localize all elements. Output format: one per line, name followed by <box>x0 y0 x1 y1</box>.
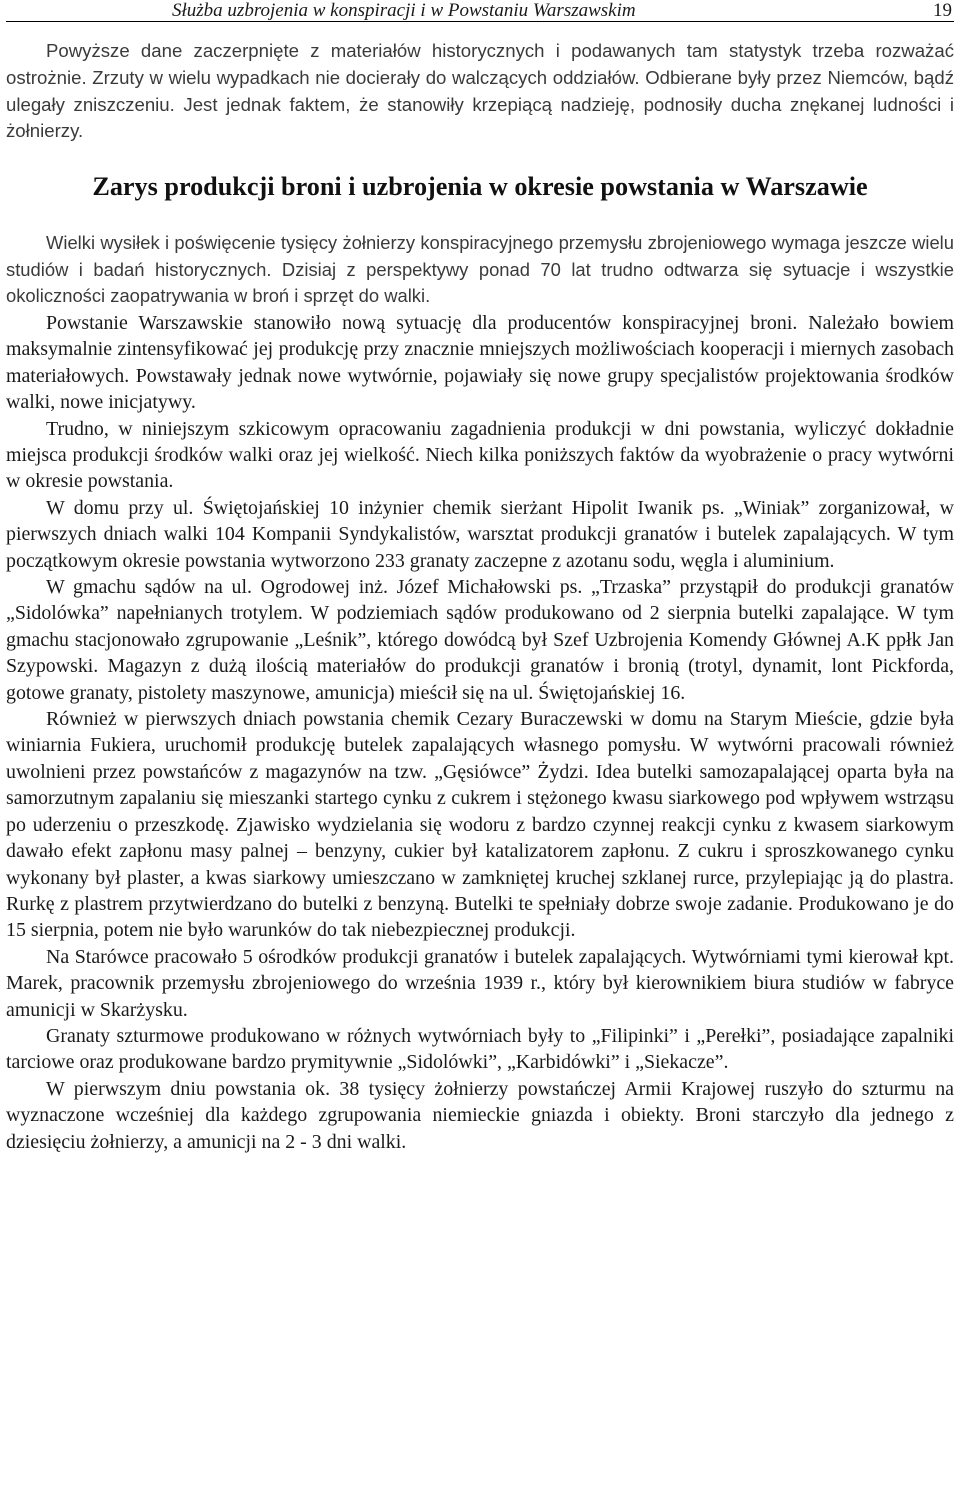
body-paragraph: Granaty szturmowe produkowano w różnych wytwórniach były to „Filipinki” i „Perełki”, posiadające zapalniki tarciowe oraz produkowane bardzo prymitywnie „Sidolówki”, „Karbidówki” i „Siekacze”. <box>6 1024 954 1074</box>
intro-paragraph: Powyższe dane zaczerpnięte z materiałów historycznych i podawanych tam statystyk trzeba rozważać ostrożnie. Zrzuty w wielu wypadkach nie docierały do walczących oddziałów. Odbierane były przez Niemców, bądź ulegały zniszczeniu. Jest jednak faktem, że stanowiły krzepiącą nadzieję, podnosiły ducha znękanej ludności i żołnierzy. <box>6 40 954 142</box>
body-paragraph: Również w pierwszych dniach powstania chemik Cezary Buraczewski w domu na Starym Mieście, gdzie była winiarnia Fukiera, uruchomił produkcję butelek zapalających własnego pomysłu. W wytwórni pracowali również uwolnieni przez powstańców z magazynów na tzw. „Gęsiówce” Żydzi. Idea butelki samozapalającej oparta była na samorzutnym zapalaniu się mieszanki startego cynku z cukrem i stężonego kwasu siarkowego pod wpływem wstrząsu po uderzeniu o przeszkodę. Zjawisko wydzielania się wodoru z bardzo czynnej reakcji cynku z kwasem siarkowym dawało efekt zapłonu masy palnej – benzyny, cukier był katalizatorem zapłonu. Z cukru i sproszkowanego cynku wykonany był plaster, a kwas siarkowy umieszczano w zamkniętej kruchej szklanej rurce, przylepiając ją do plastra. Rurkę z plastrem przytwierdzano do butelki z benzyną. Butelki te spełniały dobrze swoje zadanie. Produkowano je do 15 sierpnia, potem nie było warunków do tak niebezpiecznej produkcji. <box>6 708 954 942</box>
body-paragraph: W pierwszym dniu powstania ok. 38 tysięcy żołnierzy powstańczej Armii Krajowej ruszyło do szturmu na wyznaczone wcześniej dla każdego zgrupowania niemieckie gniazda i obiekty. Broni starczyło dla jednego z dziesięciu żołnierzy, a amunicji na 2 - 3 dni walki. <box>6 1077 954 1153</box>
running-title: Służba uzbrojenia w konspiracji i w Powstaniu Warszawskim <box>172 0 636 21</box>
page-number: 19 <box>933 0 952 21</box>
body-paragraph: Trudno, w niniejszym szkicowym opracowaniu zagadnienia produkcji w dni powstania, wyliczyć dokładnie miejsca produkcji środków walki oraz jej wielkość. Niech kilka poniższych faktów da wyobrażenie o pracy wytwórni w okresie powstania. <box>6 417 954 493</box>
body-paragraph: Na Starówce pracowało 5 ośrodków produkcji granatów i butelek zapalających. Wytwórniami tymi kierował kpt. Marek, pracownik przemysłu zbrojeniowego do września 1939 r., który był kierownikiem biura studiów w fabryce amunicji w Skarżysku. <box>6 945 954 1021</box>
body-paragraph: W domu przy ul. Świętojańskiej 10 inżynier chemik sierżant Hipolit Iwanik ps. „Winiak” zorganizował, w pierwszych dniach walki 104 Kompanii Syndykalistów, warsztat produkcji granatów i butelek zapalających. W tym początkowym okresie powstania wytworzono 233 granaty zaczepne z azotanu sodu, węgla i aluminium. <box>6 496 954 572</box>
body-paragraph: W gmachu sądów na ul. Ogrodowej inż. Józef Michałowski ps. „Trzaska” przystąpił do produkcji granatów „Sidolówka” napełnianych trotylem. W podziemiach sądów produkowano od 2 sierpnia butelki zapalające. W tym gmachu stacjonowało zgrupowanie „Leśnik”, którego dowódcą był Szef Uzbrojenia Komendy Głównej A.K ppłk Jan Szypowski. Magazyn z dużą ilością materiałów do produkcji granatów i bronią (trotyl, dynamit, lont Pickforda, gotowe granaty, pistolety maszynowe, amunicja) mieścił się na ul. Świętojańskiej 16. <box>6 576 954 704</box>
section-title: Zarys produkcji broni i uzbrojenia w okresie powstania w Warszawie <box>92 172 868 202</box>
intro-section <box>6 38 954 145</box>
body-text <box>6 310 954 1155</box>
lead-paragraph: Wielki wysiłek i poświęcenie tysięcy żołnierzy konspiracyjnego przemysłu zbrojeniowego wymaga jeszcze wielu studiów i badań historycznych. Dzisiaj z perspektywy ponad 70 lat trudno odtwarza się sytuacje i wszystkie okoliczności zaopatrywania w broń i sprzęt do walki. <box>6 232 954 307</box>
document-page <box>6 0 954 1155</box>
body-paragraph: Powstanie Warszawskie stanowiło nową sytuację dla producentów konspiracyjnej broni. Należało bowiem maksymalnie zintensyfikować jej produkcję przy znacznie mniejszych możliwościach kooperacji i miernych zasobach materiałowych. Powstawały jednak nowe wytwórnie, pojawiały się nowe grupy specjalistów projektowania środków walki, nowe inicjatywy. <box>6 311 954 414</box>
lead-section <box>6 230 954 310</box>
running-header <box>6 0 954 22</box>
